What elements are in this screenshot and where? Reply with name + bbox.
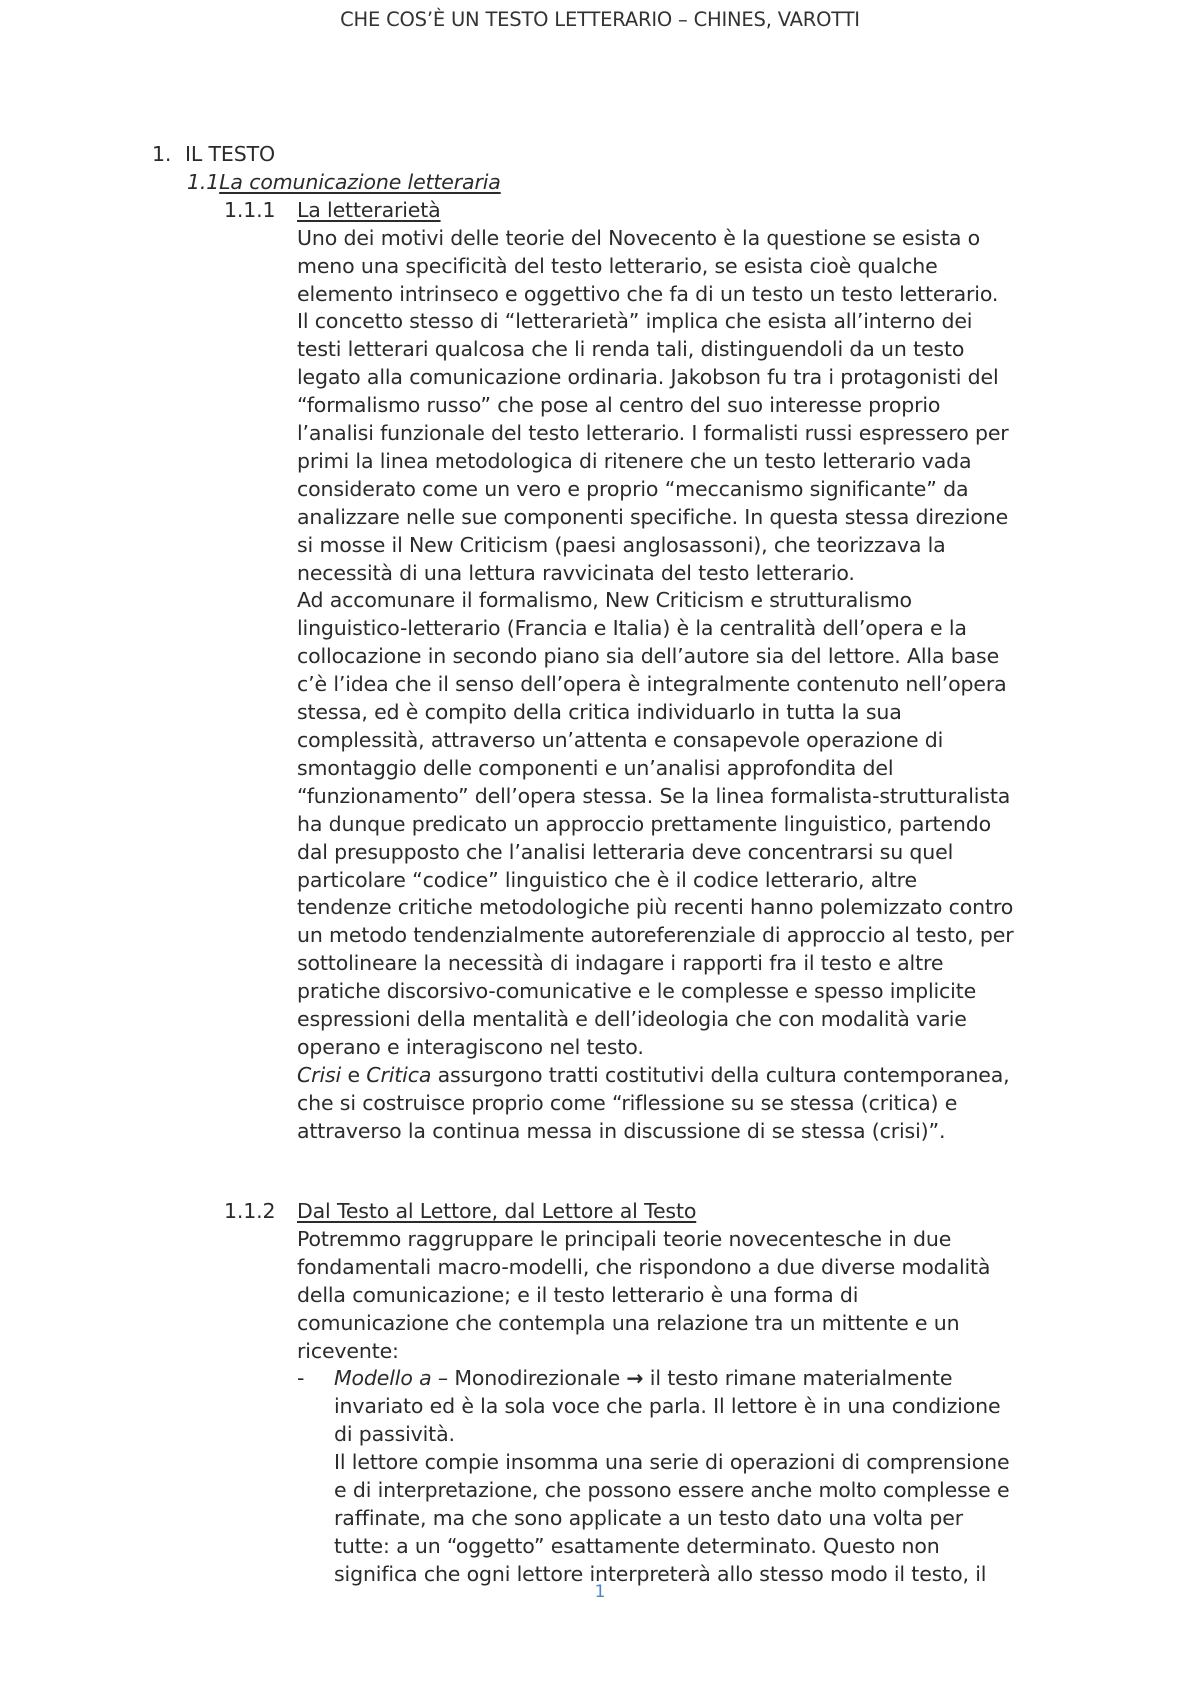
text-line: dal presupposto che l’analisi letteraria deve concentrarsi su quel	[297, 839, 954, 864]
crisi-line: che si costruisce proprio come “riflessione su se stessa (critica) e	[297, 1090, 958, 1115]
text-line: particolare “codice” linguistico che è il codice letterario, altre	[297, 867, 917, 892]
subsubsection-title: Dal Testo al Lettore, dal Lettore al Testo	[297, 1199, 697, 1223]
section-number: 1.	[152, 142, 172, 166]
text-line: linguistico-letterario (Francia e Italia) è la centralità dell’opera e la	[297, 616, 967, 641]
bullet-line-rest: il testo rimane materialmente	[643, 1366, 953, 1391]
subsubsection-title: La letterarietà	[297, 197, 441, 222]
text-line: ricevente:	[297, 1338, 399, 1363]
text-line: collocazione in secondo piano sia dell’autore sia del lettore. Alla base	[297, 644, 1000, 669]
text-line: necessità di una lettura ravvicinata del testo letterario.	[297, 560, 855, 585]
text-line: fondamentali macro-modelli, che rispondono a due diverse modalità	[297, 1254, 991, 1279]
bullet-text-line: Il lettore compie insomma una serie di operazioni di comprensione	[334, 1450, 1010, 1475]
text-line: c’è l’idea che il senso dell’opera è integralmente contenuto nell’opera	[297, 672, 1007, 697]
text-line: Il concetto stesso di “letterarietà” implica che esista all’interno dei	[297, 309, 973, 334]
bullet-text-line: tutte: a un “oggetto” esattamente determinato. Questo non	[334, 1533, 940, 1558]
critica-term: Critica	[366, 1062, 432, 1087]
text-line: elemento intrinseco e oggettivo che fa di un testo un testo letterario.	[297, 281, 999, 306]
text-line: ha dunque predicato un approccio prettamente linguistico, partendo	[297, 811, 991, 836]
text-line: smontaggio delle componenti e un’analisi approfondita del	[297, 755, 894, 780]
paragraph-macro-modelli	[297, 1226, 1097, 1366]
bullet-text-line: di passività.	[334, 1422, 455, 1447]
text-line: “formalismo russo” che pose al centro del suo interesse proprio	[297, 393, 941, 418]
text-line: operano e interagiscono nel testo.	[297, 1034, 644, 1059]
subsection-heading	[187, 169, 501, 197]
bullet-text-line: raffinate, ma che sono applicate a un testo dato una volta per	[334, 1505, 964, 1530]
bullet-text-line: significa che ogni lettore interpreterà allo stesso modo il testo, il	[334, 1561, 987, 1586]
text-line: analizzare nelle sue componenti specifiche. In questa stessa direzione	[297, 504, 1009, 529]
text-line: l’analisi funzionale del testo letterario. I formalisti russi espressero per	[297, 421, 1009, 446]
page-number: 1	[594, 1582, 606, 1602]
crisi-line-rest: assurgono tratti costitutivi della cultura contemporanea,	[431, 1062, 1010, 1087]
bullet-text-line: invariato ed è la sola voce che parla. Il lettore è in una condizione	[334, 1394, 1001, 1419]
text-line: testi letterari qualcosa che li renda tali, distinguendoli da un testo	[297, 337, 965, 362]
bullet-modello-a	[334, 1365, 1094, 1588]
subsection-number: 1.1	[187, 169, 220, 194]
subsection-title: La comunicazione letteraria	[219, 169, 501, 194]
crisi-term: Crisi	[297, 1062, 342, 1087]
text-line: un metodo tendenzialmente autoreferenziale di approccio al testo, per	[297, 923, 1014, 948]
paragraph-crisi-critica	[297, 1062, 1097, 1146]
model-sep: – Monodirezionale	[431, 1366, 627, 1391]
subsubsection-number: 1.1.2	[224, 1199, 276, 1223]
subsubsection-number: 1.1.1	[224, 197, 276, 222]
text-line: considerato come un vero e proprio “meccanismo significante” da	[297, 476, 969, 501]
bullet-text-line: e di interpretazione, che possono essere anche molto complesse e	[334, 1478, 1010, 1503]
section-title: IL TESTO	[185, 142, 275, 166]
text-line: si mosse il New Criticism (paesi anglosassoni), che teorizzava la	[297, 532, 946, 557]
text-line: della comunicazione; e il testo letterario è una forma di	[297, 1282, 859, 1307]
text-line: meno una specificità del testo letterario, se esista cioè qualche	[297, 253, 938, 278]
conjunction: e	[341, 1062, 367, 1087]
text-line: legato alla comunicazione ordinaria. Jakobson fu tra i protagonisti del	[297, 365, 999, 390]
text-line: Ad accomunare il formalismo, New Criticism e strutturalismo	[297, 588, 912, 613]
text-line: complessità, attraverso un’attenta e consapevole operazione di	[297, 728, 944, 752]
arrow-right-icon: →	[626, 1366, 644, 1391]
text-line: “funzionamento” dell’opera stessa. Se la linea formalista-strutturalista	[297, 783, 1011, 808]
text-line: Uno dei motivi delle teorie del Novecento è la questione se esista o	[297, 225, 981, 250]
text-line: sottolineare la necessità di indagare i rapporti fra il testo e altre	[297, 951, 944, 976]
text-line: comunicazione che contempla una relazione tra un mittente e un	[297, 1310, 960, 1335]
text-line: stessa, ed è compito della critica individuarlo in tutta la sua	[297, 700, 902, 725]
text-line: primi la linea metodologica di ritenere che un testo letterario vada	[297, 448, 972, 473]
text-line: pratiche discorsivo-comunicative e le complesse e spesso implicite	[297, 979, 977, 1004]
bullet-dash: -	[297, 1366, 305, 1391]
page-header: CHE COS’È UN TESTO LETTERARIO – CHINES, VAROTTI	[340, 8, 860, 31]
paragraph-letterarieta	[297, 225, 1097, 1062]
model-label: Modello a	[334, 1366, 432, 1391]
crisi-line: attraverso la continua messa in discussione di se stessa (crisi)”.	[297, 1118, 946, 1143]
text-line: tendenze critiche metodologiche più recenti hanno polemizzato contro	[297, 895, 1014, 920]
text-line: Potremmo raggruppare le principali teorie novecentesche in due	[297, 1226, 952, 1251]
text-line: espressioni della mentalità e dell’ideologia che con modalità varie	[297, 1007, 967, 1032]
